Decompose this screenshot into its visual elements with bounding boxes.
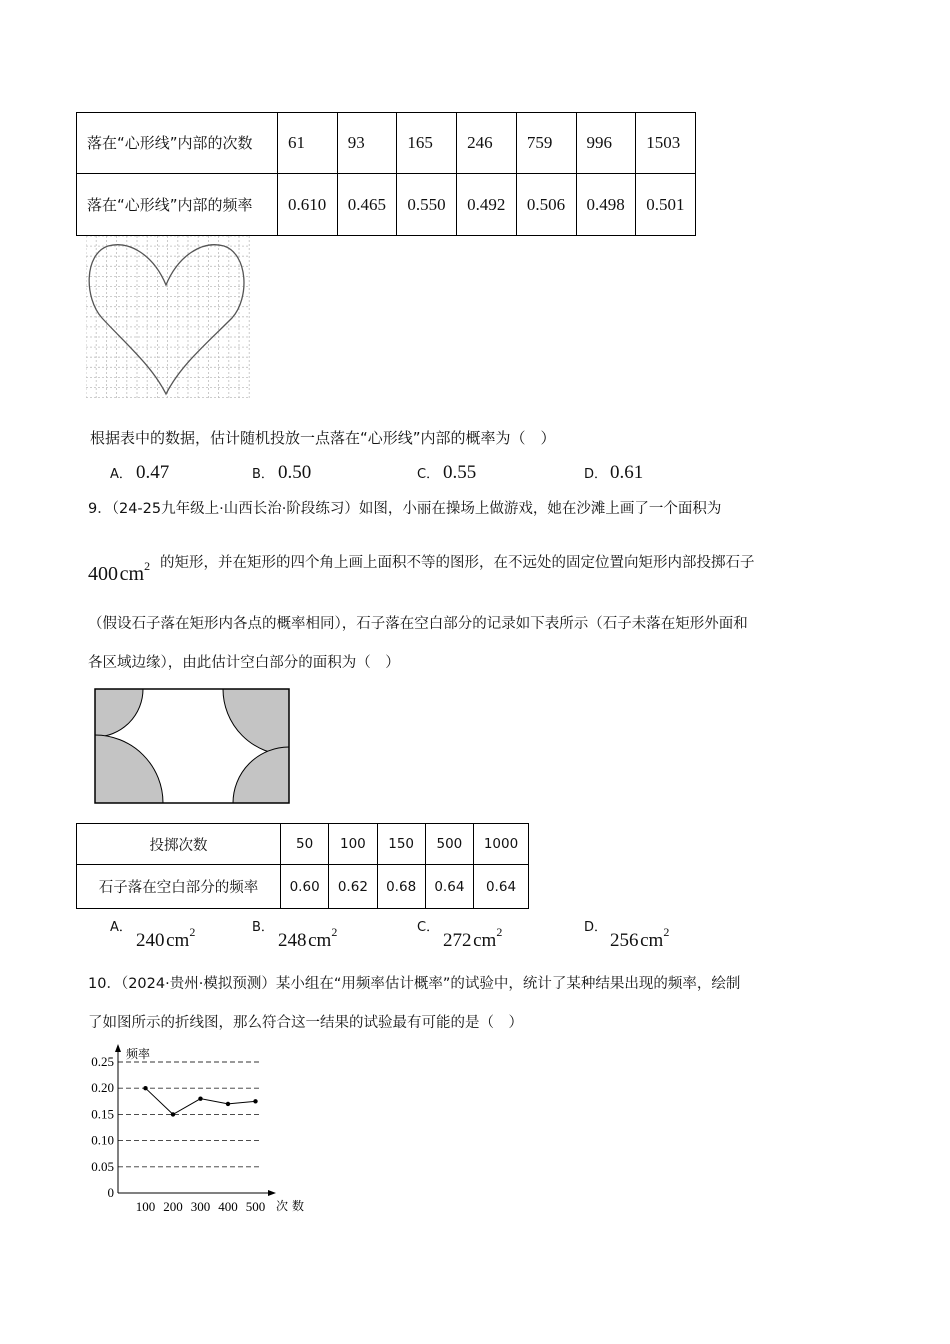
q10-line2: 了如图所示的折线图，那么符合这一结果的试验最有可能的是（ ） bbox=[88, 1015, 523, 1031]
q9-text-1: 如图，小丽在操场上做游戏，她在沙滩上画了一个面积为 bbox=[358, 501, 722, 517]
table-cell: 500 bbox=[425, 824, 473, 865]
q9-option-a-value[interactable]: 240 $cm^2$ bbox=[136, 925, 196, 951]
q9-option-d-letter: D． bbox=[584, 920, 608, 935]
option-b-value[interactable]: 0.50 bbox=[278, 462, 312, 483]
x-axis-label: 次数 bbox=[276, 1199, 309, 1213]
y-tick-label: 0.25 bbox=[91, 1054, 114, 1069]
y-tick-label: 0.20 bbox=[91, 1080, 114, 1096]
table-cell: 246 bbox=[457, 113, 517, 174]
table-cell: 100 bbox=[329, 824, 377, 865]
table-cell: 0.62 bbox=[329, 865, 377, 909]
table-cell: 759 bbox=[516, 113, 576, 174]
table-cell: 0.610 bbox=[278, 174, 338, 236]
row2-label: 石子落在空白部分的频率 bbox=[77, 865, 281, 909]
table-cell: 1000 bbox=[474, 824, 529, 865]
q9-area: 400 $cm^2$ bbox=[88, 559, 151, 585]
heart-curve bbox=[89, 245, 244, 394]
data-point bbox=[253, 1099, 257, 1103]
x-tick-label: 100 bbox=[135, 1199, 156, 1214]
table-cell: 0.550 bbox=[397, 174, 457, 236]
x-tick-label: 200 bbox=[163, 1199, 183, 1214]
corner-region-top-right bbox=[223, 688, 292, 755]
heart-grid-figure bbox=[86, 236, 250, 398]
q10-text-1: 某小组在“用频率估计概率”的试验中，统计了某种结果出现的频率，绘制 bbox=[275, 976, 741, 992]
table-cell: 0.498 bbox=[576, 174, 636, 236]
option-c-letter: C． bbox=[417, 467, 440, 482]
q9-option-d-value[interactable]: 256 $cm^2$ bbox=[610, 925, 670, 951]
x-axis-arrow bbox=[268, 1190, 276, 1196]
q9-option-b-letter: B． bbox=[252, 920, 274, 935]
corner-region-bottom-right bbox=[233, 747, 292, 806]
table-cell: 61 bbox=[278, 113, 338, 174]
table-cell: 0.60 bbox=[281, 865, 329, 909]
y-tick-label: 0 bbox=[107, 1185, 114, 1200]
q9-option-b-value[interactable]: 248 $cm^2$ bbox=[278, 925, 338, 951]
table-cell: 93 bbox=[337, 113, 397, 174]
table-cell: 0.506 bbox=[516, 174, 576, 236]
q9-line2: 的矩形，并在矩形的四个角上画上面积不等的图形，在不远处的固定位置向矩形内部投掷石子 bbox=[160, 555, 755, 571]
row2-label: 落在“心形线”内部的频率 bbox=[77, 174, 278, 236]
y-tick-label: 0.15 bbox=[91, 1106, 114, 1122]
x-tick-label: 500 bbox=[245, 1199, 266, 1214]
data-point bbox=[226, 1102, 230, 1106]
corner-region-top-left bbox=[94, 688, 143, 737]
series-line bbox=[146, 1088, 256, 1114]
table-cell: 1503 bbox=[636, 113, 696, 174]
q10-source: （2024·贵州·模拟预测） bbox=[120, 976, 276, 992]
option-c-value[interactable]: 0.55 bbox=[443, 462, 477, 483]
q10-line1 bbox=[88, 973, 740, 995]
rectangle-figure bbox=[94, 688, 292, 806]
table-cell: 150 bbox=[377, 824, 425, 865]
heart-data-table bbox=[76, 112, 696, 236]
y-tick-label: 0.10 bbox=[91, 1132, 114, 1148]
option-a-value[interactable]: 0.47 bbox=[136, 462, 170, 483]
q8-question: 根据表中的数据，估计随机投放一点落在“心形线”内部的概率为（ ） bbox=[90, 429, 556, 447]
table-cell: 0.64 bbox=[474, 865, 529, 909]
option-d-value[interactable]: 0.61 bbox=[610, 462, 644, 483]
table-cell: 996 bbox=[576, 113, 636, 174]
table-cell: 0.64 bbox=[425, 865, 473, 909]
q9-option-a-letter: A． bbox=[110, 920, 132, 935]
q9-line3: （假设石子落在矩形内各点的概率相同），石子落在空白部分的记录如下表所示（石子未落在矩形外面和 bbox=[88, 616, 748, 632]
table-cell: 0.492 bbox=[457, 174, 517, 236]
row1-label: 落在“心形线”内部的次数 bbox=[77, 113, 278, 174]
q9-source: （24-25九年级上·山西长治·阶段练习） bbox=[111, 501, 359, 517]
q9-line4: 各区域边缘），由此估计空白部分的面积为（ ） bbox=[88, 655, 400, 671]
table-cell: 0.465 bbox=[337, 174, 397, 236]
y-tick-label: 0.05 bbox=[91, 1158, 114, 1174]
q9-option-c-letter: C． bbox=[417, 920, 440, 935]
frequency-line-chart bbox=[76, 1040, 326, 1220]
y-axis-arrow bbox=[115, 1044, 121, 1052]
q10-number: 10． bbox=[88, 976, 121, 992]
table-cell: 0.68 bbox=[377, 865, 425, 909]
option-b-letter: B． bbox=[252, 467, 274, 482]
table-cell: 50 bbox=[281, 824, 329, 865]
q9-line1 bbox=[88, 498, 721, 520]
option-d-letter: D． bbox=[584, 467, 608, 482]
table-cell: 165 bbox=[397, 113, 457, 174]
corner-region-bottom-left bbox=[94, 735, 163, 806]
x-tick-label: 400 bbox=[218, 1199, 238, 1214]
row1-label: 投掷次数 bbox=[77, 824, 281, 865]
data-point bbox=[198, 1096, 202, 1100]
table-cell: 0.501 bbox=[636, 174, 696, 236]
x-tick-label: 300 bbox=[190, 1199, 211, 1214]
q9-option-c-value[interactable]: 272 $cm^2$ bbox=[443, 925, 503, 951]
q9-number: 9． bbox=[88, 501, 112, 517]
option-a-letter: A． bbox=[110, 467, 132, 482]
data-point bbox=[171, 1112, 175, 1116]
y-axis-label: 频率 bbox=[126, 1047, 151, 1061]
throw-data-table bbox=[76, 823, 529, 909]
data-point bbox=[143, 1086, 147, 1090]
